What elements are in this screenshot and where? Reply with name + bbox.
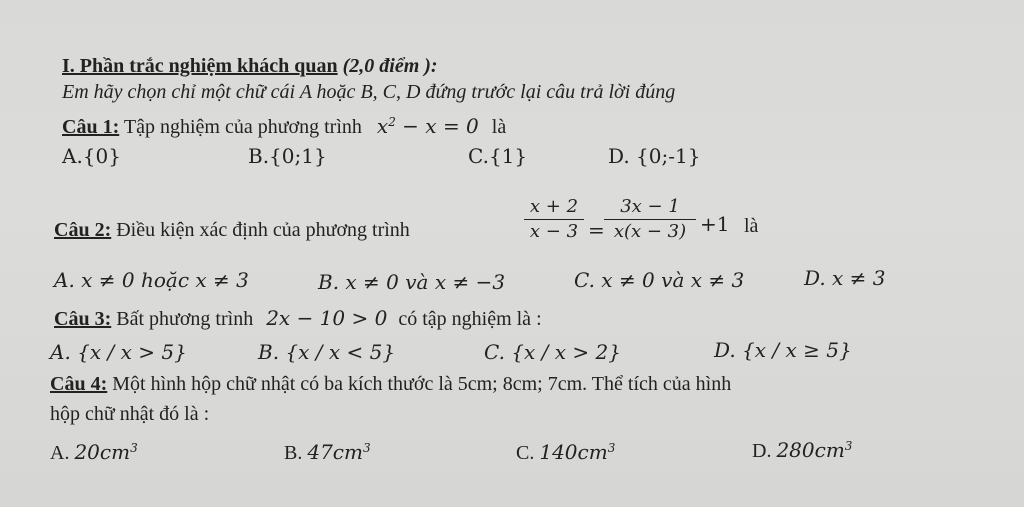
q2-fraction-2: 3x − 1 x(x − 3) [604, 196, 696, 243]
q1-option-c[interactable]: C.{1} [468, 144, 528, 168]
q3-option-c[interactable]: C. {x / x > 2} [484, 340, 621, 364]
q4-option-d[interactable]: D. $280cm^3$ [752, 438, 853, 462]
q1-label: Câu 1: [62, 116, 120, 138]
q3-option-b[interactable]: B. {x / x < 5} [258, 340, 396, 364]
question-1 [62, 114, 506, 139]
q4-text-continued: hộp chữ nhật đó là : [50, 403, 210, 425]
question-3 [54, 306, 542, 331]
section-instruction: Em hãy chọn chỉ một chữ cái A hoặc B, C, D đứng trước lại câu trả lời đúng [62, 81, 676, 103]
q4-text: Một hình hộp chữ nhật có ba kích thước là 5cm; 8cm; 7cm. Thể tích của hình [112, 373, 732, 395]
q3-option-a[interactable]: A. {x / x > 5} [50, 340, 187, 364]
q1-option-d[interactable]: D. {0;-1} [608, 144, 701, 168]
q2-option-d[interactable]: D. x ≠ 3 [804, 266, 886, 290]
section-header [62, 54, 438, 78]
section-title: I. Phần trắc nghiệm khách quan [62, 55, 338, 77]
q2-fraction-1: x + 2 x − 3 [524, 196, 584, 243]
q3-equation: 2x − 10 > 0 [266, 306, 388, 330]
q2-option-c[interactable]: C. x ≠ 0 và x ≠ 3 [574, 268, 745, 292]
q1-option-b[interactable]: B.{0;1} [248, 144, 327, 168]
q2-equals: = [588, 218, 605, 242]
q1-option-a[interactable]: A.{0} [62, 144, 121, 168]
question-2 [54, 218, 410, 242]
q1-equation: $x^2 - x = 0$ [376, 114, 479, 138]
q2-option-b[interactable]: B. x ≠ 0 và x ≠ −3 [318, 270, 506, 294]
q2-suffix: là [744, 215, 759, 237]
q3-option-d[interactable]: D. {x / x ≥ 5} [714, 338, 852, 362]
q4-label: Câu 4: [50, 373, 108, 395]
q4-option-a[interactable]: A. $20cm^3$ [50, 440, 138, 464]
q2-label: Câu 2: [54, 219, 112, 241]
q3-text: Bất phương trình [116, 308, 254, 330]
q2-plus-one: +1 [700, 212, 730, 236]
q1-suffix: là [491, 116, 507, 138]
q2-option-a[interactable]: A. x ≠ 0 hoặc x ≠ 3 [54, 268, 249, 292]
q3-label: Câu 3: [54, 308, 112, 330]
question-4 [50, 372, 731, 396]
q1-text: Tập nghiệm của phương trình [123, 116, 362, 138]
q4-option-b[interactable]: B. $47cm^3$ [284, 440, 371, 464]
q4-option-c[interactable]: C. $140cm^3$ [516, 440, 616, 464]
section-points: (2,0 điểm ): [342, 55, 438, 77]
q2-text: Điều kiện xác định của phương trình [116, 219, 410, 241]
q3-suffix: có tập nghiệm là : [398, 308, 542, 330]
